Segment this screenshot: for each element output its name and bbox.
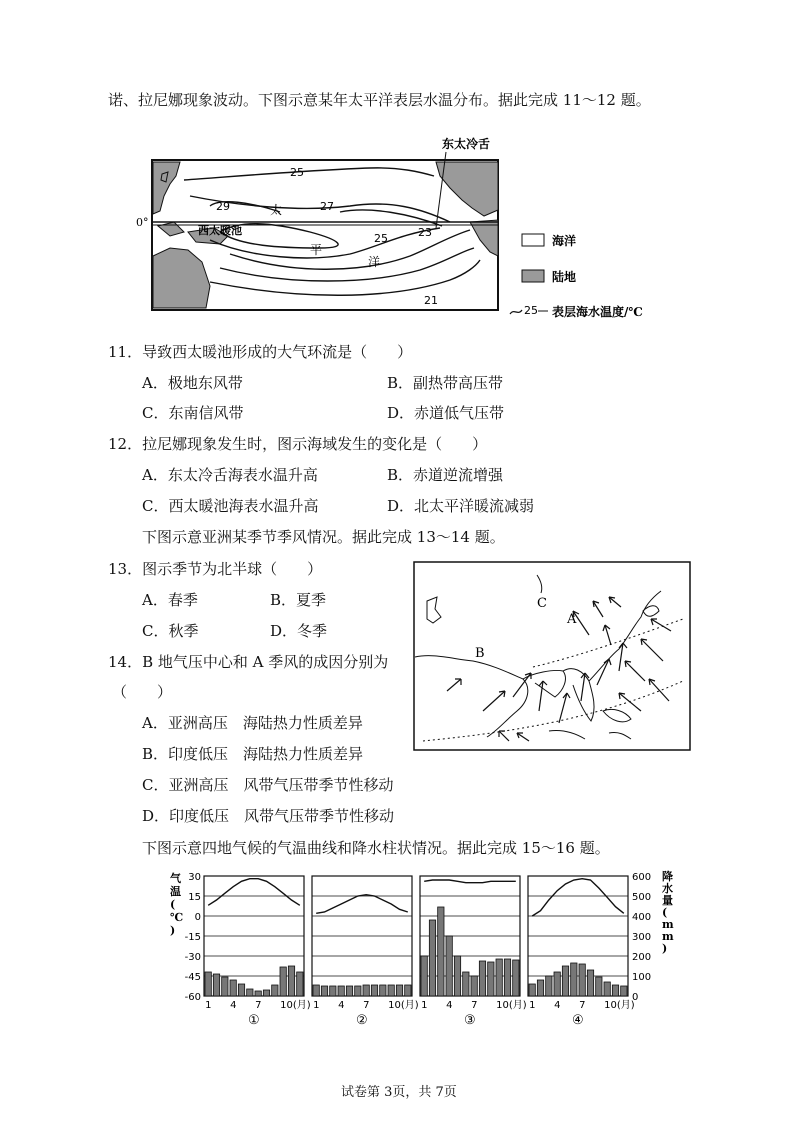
precip-bar	[363, 985, 369, 996]
precip-bar	[546, 976, 552, 996]
legend-land-label: 陆地	[552, 270, 577, 284]
precip-bar	[297, 972, 303, 996]
q14-option-d[interactable]: D．印度低压 风带气压带季节性移动	[142, 807, 395, 825]
precip-bar	[288, 966, 294, 996]
temperature-axis	[170, 871, 201, 1003]
q14-option-b[interactable]: B．印度低压 海陆热力性质差异	[142, 745, 364, 763]
precip-bar	[529, 984, 535, 996]
precip-tick-label: 200	[632, 952, 652, 963]
temperature-curve	[316, 895, 408, 914]
precip-bar	[479, 961, 485, 996]
precip-bar	[247, 989, 253, 996]
month-tick-label: 4	[230, 1000, 237, 1011]
precip-axis-label-char: 量	[662, 894, 673, 907]
precip-bar	[280, 967, 286, 996]
q14-paren: （ ）	[112, 683, 173, 701]
precip-axis-label-char: 水	[662, 882, 673, 895]
precip-axis-label-char: )	[662, 942, 668, 955]
precip-bar	[571, 963, 577, 996]
q13-option-b[interactable]: B．夏季	[270, 591, 327, 609]
legend-ocean-label: 海洋	[552, 234, 577, 248]
precip-bar	[513, 960, 519, 996]
precip-bar	[330, 986, 336, 996]
legend-isotherm-value: 25	[524, 304, 538, 317]
climate-panel-4	[528, 876, 635, 1028]
precip-bar	[371, 985, 377, 996]
temp-axis-label-char: (	[170, 898, 176, 911]
west-pool-label: 西太暖池	[198, 224, 242, 237]
legend-isotherm-sample	[510, 310, 522, 314]
precip-axis-label-char: 降	[662, 870, 673, 883]
precip-bar	[604, 982, 610, 996]
q14-option-c[interactable]: C．亚洲高压 风带气压带季节性移动	[142, 776, 394, 794]
temp-tick-label: -30	[184, 952, 201, 963]
month-tick-label: 4	[446, 1000, 453, 1011]
precip-bar	[429, 920, 435, 996]
precip-bar	[263, 990, 269, 996]
panel-number: ②	[356, 1013, 368, 1028]
precip-bar	[255, 991, 261, 996]
climate-panel-2	[312, 876, 419, 1028]
precip-bar	[471, 976, 477, 996]
precip-bar	[504, 959, 510, 996]
ocean-char-2: 平	[310, 243, 323, 257]
precip-bar	[579, 964, 585, 996]
temperature-curve	[532, 879, 624, 916]
month-tick-label: 1	[421, 1000, 428, 1011]
q13-option-d[interactable]: D．冬季	[270, 622, 328, 640]
isotherm-label-25b: 25	[374, 232, 388, 245]
ocean-char-3: 洋	[368, 255, 381, 269]
q11-option-c[interactable]: C．东南信风带	[142, 404, 244, 422]
panel-number: ①	[248, 1013, 260, 1028]
precip-bar	[446, 936, 452, 996]
month-tick-label: 7	[363, 1000, 370, 1011]
temp-axis-label-char: ℃	[170, 911, 184, 924]
precip-bar	[272, 985, 278, 996]
monsoon-a: A	[567, 612, 577, 627]
climate-panel-1	[204, 876, 311, 1028]
precip-bar	[388, 985, 394, 996]
q14-option-a[interactable]: A．亚洲高压 海陆热力性质差异	[142, 714, 363, 732]
q11-option-a[interactable]: A．极地东风带	[142, 374, 243, 392]
precip-bar	[488, 962, 494, 996]
q12-option-b[interactable]: B．赤道逆流增强	[387, 466, 504, 484]
q13-stem: 13．图示季节为北半球（ ）	[108, 560, 323, 578]
month-tick-label: 10(月)	[280, 1000, 311, 1011]
precip-bar	[596, 977, 602, 996]
map2-frame	[414, 562, 690, 750]
isotherm-label-29: 29	[216, 200, 230, 213]
legend-ocean-swatch	[522, 234, 544, 246]
precip-bar	[454, 956, 460, 996]
precip-bar	[380, 985, 386, 996]
precip-bar	[338, 986, 344, 996]
legend-land-swatch	[522, 270, 544, 282]
temp-tick-label: 30	[188, 872, 201, 883]
temperature-curve	[424, 880, 516, 883]
precip-bar	[230, 980, 236, 996]
month-tick-label: 1	[205, 1000, 212, 1011]
east-tongue-label: 东太冷舌	[442, 137, 491, 151]
temp-tick-label: -15	[184, 932, 201, 943]
temp-tick-label: -45	[184, 972, 201, 983]
page-footer: 试卷第 3页，共 7页	[341, 1085, 457, 1100]
climate-charts	[168, 868, 674, 1036]
precip-bar	[421, 956, 427, 996]
q14-stem: 14．B 地气压中心和 A 季风的成因分别为	[108, 653, 389, 671]
q12-option-a[interactable]: A．东太冷舌海表水温升高	[142, 466, 318, 484]
precip-tick-label: 300	[632, 932, 652, 943]
temp-tick-label: 0	[194, 912, 201, 923]
ocean-char-1: 太	[270, 203, 283, 217]
location-c: C	[537, 596, 547, 611]
q11-stem: 11．导致西太暖池形成的大气环流是（ ）	[108, 343, 413, 361]
month-tick-label: 10(月)	[496, 1000, 527, 1011]
month-tick-label: 1	[529, 1000, 536, 1011]
isotherm-label-27: 27	[320, 200, 334, 213]
pacific-sst-map-svg	[136, 136, 670, 326]
legend-isotherm-label: 表层海水温度/℃	[552, 305, 643, 319]
intro-text-11-12: 诺、拉尼娜现象波动。下图示意某年太平洋表层水温分布。据此完成 11～12 题。	[108, 91, 651, 109]
precip-tick-label: 500	[632, 892, 652, 903]
precip-bar	[438, 907, 444, 996]
q11-option-b[interactable]: B．副热带高压带	[387, 374, 504, 392]
precip-bar	[405, 985, 411, 996]
precip-bar	[213, 974, 219, 996]
q12-stem: 12．拉尼娜现象发生时，图示海域发生的变化是（ ）	[108, 435, 488, 453]
q11-option-d[interactable]: D．赤道低气压带	[387, 404, 505, 422]
climate-panel-3	[420, 876, 527, 1028]
intro-text-13-14: 下图示意亚洲某季节季风情况。据此完成 13～14 题。	[142, 528, 505, 546]
precip-bar	[238, 984, 244, 996]
month-tick-label: 1	[313, 1000, 320, 1011]
precip-bar	[321, 986, 327, 996]
month-tick-label: 10(月)	[604, 1000, 635, 1011]
precip-tick-label: 0	[632, 992, 639, 1003]
q13-option-a[interactable]: A．春季	[142, 591, 198, 609]
precip-bar	[355, 986, 361, 996]
q13-option-c[interactable]: C．秋季	[142, 622, 199, 640]
precip-bar	[222, 977, 228, 996]
temp-axis-label-char: )	[170, 924, 176, 937]
month-tick-label: 7	[579, 1000, 586, 1011]
precip-bar	[562, 966, 568, 996]
asia-monsoon-map	[413, 561, 691, 751]
panel-number: ④	[572, 1013, 584, 1028]
precip-bar	[621, 986, 627, 996]
month-tick-label: 7	[471, 1000, 478, 1011]
precip-bar	[463, 972, 469, 996]
temp-tick-label: 15	[188, 892, 201, 903]
precip-axis-label-char: m	[662, 930, 674, 943]
climate-charts-svg	[168, 868, 674, 1036]
month-tick-label: 4	[554, 1000, 561, 1011]
precip-tick-label: 400	[632, 912, 652, 923]
temp-axis-label-char: 气	[170, 872, 181, 885]
precip-bar	[587, 970, 593, 996]
month-tick-label: 10(月)	[388, 1000, 419, 1011]
isotherm-label-25: 25	[290, 166, 304, 179]
temperature-curve	[208, 879, 300, 906]
precipitation-axis	[632, 869, 674, 1003]
climate-panels	[204, 876, 635, 1028]
asia-monsoon-map-svg	[413, 561, 691, 751]
month-tick-label: 7	[255, 1000, 262, 1011]
precip-bar	[612, 985, 618, 996]
intro-text-15-16: 下图示意四地气候的气温曲线和降水柱状情况。据此完成 15～16 题。	[142, 839, 610, 857]
precip-axis-label-char: (	[662, 906, 668, 919]
precip-bar	[554, 972, 560, 996]
pacific-sst-map	[136, 136, 670, 326]
isotherm-label-23: 23	[418, 226, 432, 239]
precip-axis-label-char: m	[662, 918, 674, 931]
precip-tick-label: 100	[632, 972, 652, 983]
q12-option-c[interactable]: C．西太暖池海表水温升高	[142, 497, 319, 515]
month-tick-label: 4	[338, 1000, 345, 1011]
equator-label: 0°	[136, 216, 149, 229]
precip-bar	[396, 985, 402, 996]
precip-tick-label: 600	[632, 872, 652, 883]
temp-tick-label: -60	[184, 992, 201, 1003]
temp-axis-label-char: 温	[170, 885, 181, 898]
panel-number: ③	[464, 1013, 476, 1028]
precip-bar	[205, 972, 211, 996]
pressure-center-b: B	[475, 646, 485, 661]
q12-option-d[interactable]: D．北太平洋暖流减弱	[387, 497, 535, 515]
precip-bar	[496, 959, 502, 996]
precip-bar	[537, 980, 543, 996]
precip-bar	[313, 985, 319, 996]
isotherm-label-21: 21	[424, 294, 438, 307]
precip-bar	[346, 986, 352, 996]
